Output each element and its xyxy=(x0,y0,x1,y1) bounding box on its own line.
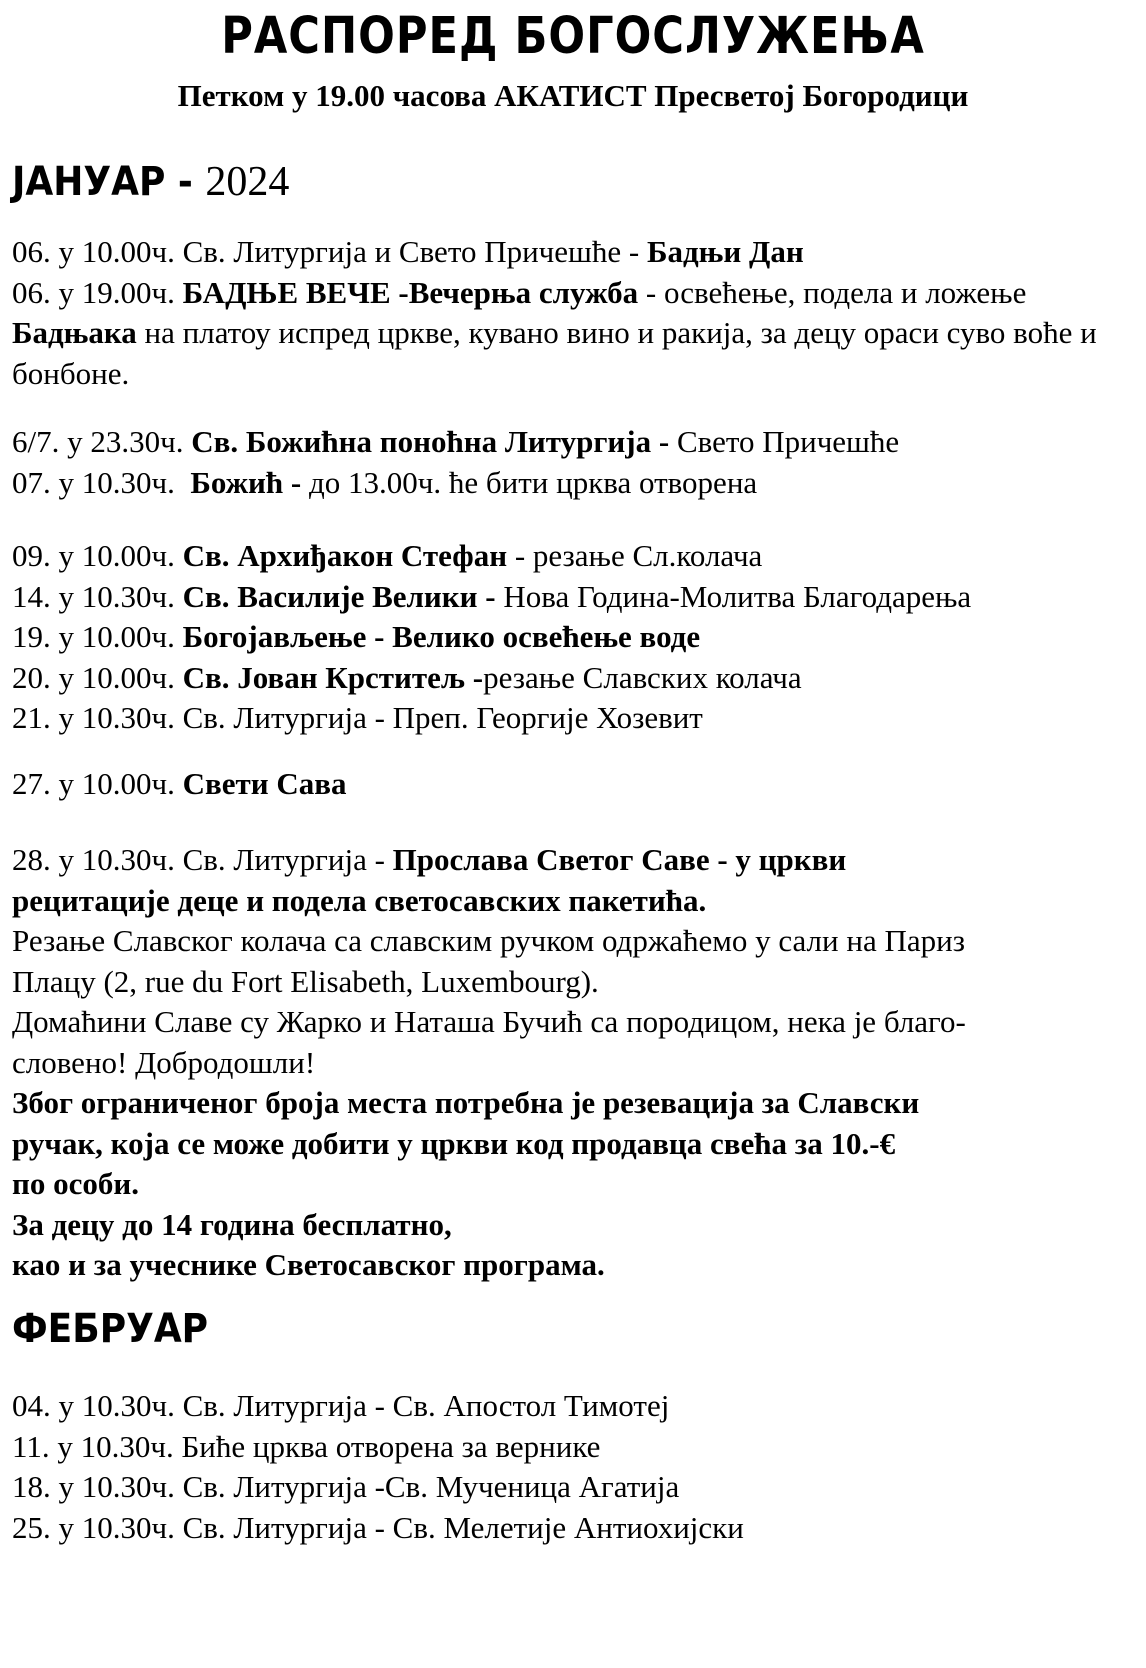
month-name: ЈАНУАР xyxy=(12,159,166,205)
entry-feast: Св. Архиђакон Стефан xyxy=(182,538,508,573)
schedule-entry xyxy=(12,1508,1137,1549)
schedule-group-mid-january xyxy=(12,536,1137,739)
entry-text: Свето Причешће xyxy=(676,424,900,459)
month-heading-january xyxy=(12,158,289,206)
schedule-entry xyxy=(12,536,1137,577)
entry-feast: Св. Јован Крститељ - xyxy=(182,659,484,695)
entry-date: 28. у 10.30ч. xyxy=(12,842,183,877)
entry-date: 11. у 10.30ч. xyxy=(12,1428,182,1464)
schedule-group-february xyxy=(12,1386,1137,1548)
entry-text: Резање Славског колача са славским ручком одржаћемо у сали на Париз xyxy=(12,923,965,958)
month-separator: - xyxy=(177,159,206,205)
entry-text: Св. Литургија и Свето Причешће - xyxy=(182,234,647,269)
schedule-entry xyxy=(12,1386,1137,1427)
entry-date: 21. у 10.30ч. xyxy=(12,700,183,735)
month-year: 2024 xyxy=(205,159,290,205)
schedule-entry xyxy=(12,617,1137,658)
entry-text: Биће црква отворена за вернике xyxy=(181,1428,601,1464)
reservation-notice: ручак, која се може добити у цркви код продавца свећа за 10.-€ xyxy=(12,1125,896,1161)
entry-date: 06. у 10.00ч. xyxy=(12,234,183,269)
entry-feast: Св. Василије Велики - xyxy=(182,578,504,614)
entry-date: 20. у 10.00ч. xyxy=(12,659,183,695)
schedule-group-christmas xyxy=(12,422,1137,503)
schedule-group-christmas-eve xyxy=(12,232,1137,394)
entry-text: до 13.00ч. ће бити црква отворена xyxy=(308,464,758,500)
entry-text: Нова Година-Молитва Благодарења xyxy=(503,578,972,614)
entry-date: 04. у 10.30ч. xyxy=(12,1388,183,1423)
schedule-entry xyxy=(12,1467,1137,1508)
entry-date: 07. у 10.30ч. xyxy=(12,464,191,500)
entry-date: 09. у 10.00ч. xyxy=(12,538,183,573)
schedule-group-saint-sava-celebration xyxy=(12,840,1137,1286)
month-heading-february xyxy=(12,1306,208,1352)
schedule-entry xyxy=(12,658,1137,699)
entry-feast: Св. Божићна поноћна Литургија - xyxy=(191,424,677,459)
schedule-entry xyxy=(12,463,1137,504)
schedule-entry xyxy=(12,840,1137,881)
schedule-entry xyxy=(12,273,1137,395)
entry-feast: рецитације деце и подела светосавских пакетића. xyxy=(12,882,707,918)
entry-date: 06. у 19.00ч. xyxy=(12,274,183,310)
entry-text: словено! Добродошли! xyxy=(12,1044,316,1080)
entry-date: 27. у 10.00ч. xyxy=(12,766,183,801)
entry-date: 14. у 10.30ч. xyxy=(12,578,183,614)
entry-feast: Прослава Светог Саве - у цркви xyxy=(392,842,847,877)
entry-text: Домаћини Славе су Жарко и Наташа Бучић са породицом, нека је благо- xyxy=(12,1004,966,1039)
entry-feast: Божић - xyxy=(190,464,309,500)
entry-text: резање Славских колача xyxy=(483,659,802,695)
entry-date: 6/7. у 23.30ч. xyxy=(12,424,192,459)
schedule-entry xyxy=(12,577,1137,618)
reservation-notice: као и за учеснике Светосавског програма. xyxy=(12,1247,605,1282)
entry-text: Св. Литургија - Св. Апостол Тимотеј xyxy=(182,1388,670,1423)
entry-text: Св. Литургија - Преп. Георгије Хозевит xyxy=(182,700,703,735)
schedule-entry xyxy=(12,1427,1137,1468)
entry-feast: БАДЊЕ ВЕЧЕ -Вечерња служба xyxy=(182,274,639,310)
entry-date: 18. у 10.30ч. xyxy=(12,1469,183,1504)
schedule-group-saint-sava xyxy=(12,764,1137,805)
month-name: ФЕБРУАР xyxy=(12,1306,209,1352)
entry-feast: Бадњака xyxy=(12,315,137,350)
entry-text: Плацу (2, rue du Fort Elisabeth, Luxembourg). xyxy=(12,963,599,999)
reservation-notice: За децу до 14 година бесплатно, xyxy=(12,1206,452,1242)
reservation-notice: Због ограниченог броја места потребна је резевација за Славски xyxy=(12,1085,920,1120)
entry-text: - освећење, подела и ложење xyxy=(638,274,1027,310)
entry-text: - резање Сл.колача xyxy=(507,538,763,573)
entry-text: на платоу испред цркве, кувано вино и ракија, за децу ораси суво воће и бонбоне. xyxy=(12,315,1097,391)
page-subtitle: Петком у 19.00 часова АКАТИСТ Пресветој Богородици xyxy=(177,78,969,113)
reservation-notice: по особи. xyxy=(12,1166,139,1201)
entry-text: Св. Литургија -Св. Мученица Агатија xyxy=(182,1469,680,1504)
entry-date: 25. у 10.30ч. xyxy=(12,1509,183,1545)
schedule-entry xyxy=(12,232,1137,273)
entry-feast: Богојављење - Велико освећење воде xyxy=(182,619,701,654)
schedule-entry xyxy=(12,698,1137,739)
entry-feast: Свети Сава xyxy=(182,766,347,801)
entry-feast: Бадњи Дан xyxy=(647,234,804,269)
entry-text: Св. Литургија - xyxy=(182,842,393,877)
page-title: РАСПОРЕД БОГОСЛУЖЕЊА xyxy=(221,6,925,66)
schedule-entry xyxy=(12,764,1137,805)
entry-text: Св. Литургија - Св. Мелетије Антиохијски xyxy=(182,1509,744,1545)
entry-date: 19. у 10.00ч. xyxy=(12,619,183,654)
schedule-entry xyxy=(12,422,1137,463)
